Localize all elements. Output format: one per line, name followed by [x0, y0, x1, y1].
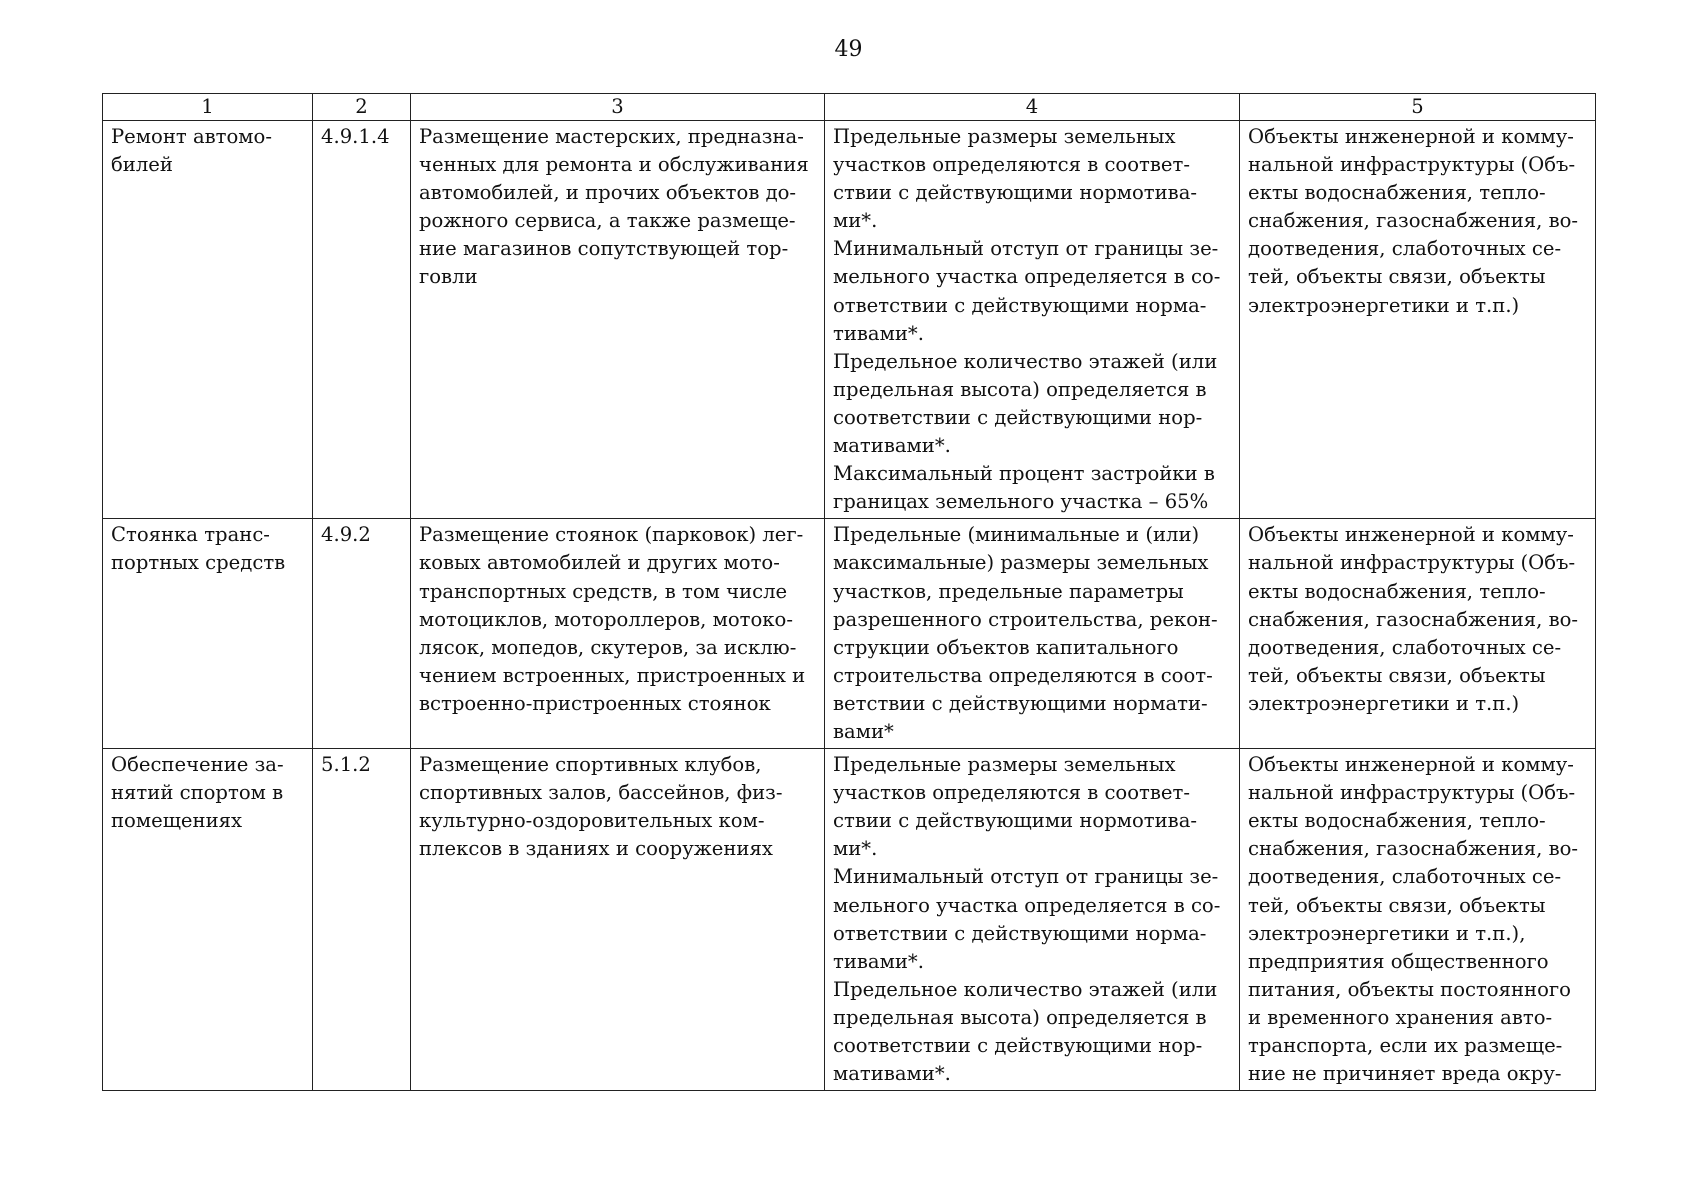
auxiliary-uses: Объекты инженерной и комму- нальной инфраструктуры (Объ- екты водоснабжения, тепло- снабжения, газоснабжения, во- доотведения, слаботочных се- тей, объекты связи, объекты электроэнергетики и т.п.), предприятия общественного питания, объекты постоянного и временного хранения авто- транспорта, если их размеще- ние не причиняет вреда окру-: [1240, 749, 1596, 1091]
column-header-3: 3: [411, 94, 825, 121]
limit-parameters: Предельные размеры земельных участков определяются в соответ- ствии с действующими нормотива- ми*. Минимальный отступ от границы зе- мельного участка определяется в со- ответствии с действующими норма- тивами*. Предельное количество этажей (или предельная высота) определяется в соответствии с действующими нор- мативами*. Максимальный процент застройки в границах земельного участка – 65%: [825, 121, 1240, 519]
table-body: [103, 121, 1596, 1091]
column-header-1: 1: [103, 94, 313, 121]
column-header-2: 2: [313, 94, 411, 121]
use-type-code: 5.1.2: [313, 749, 411, 1091]
use-type-description: Размещение мастерских, предназна- ченных для ремонта и обслуживания автомобилей, и прочих объектов до- рожного сервиса, а также размеще- ние магазинов сопутствующей тор- говли: [411, 121, 825, 519]
column-header-4: 4: [825, 94, 1240, 121]
auxiliary-uses: Объекты инженерной и комму- нальной инфраструктуры (Объ- екты водоснабжения, тепло- снабжения, газоснабжения, во- доотведения, слаботочных се- тей, объекты связи, объекты электроэнергетики и т.п.): [1240, 121, 1596, 519]
table-row: [103, 121, 1596, 519]
use-type-code: 4.9.2: [313, 519, 411, 749]
table-row: [103, 519, 1596, 749]
regulations-table: [102, 93, 1596, 1091]
column-header-5: 5: [1240, 94, 1596, 121]
use-type-description: Размещение спортивных клубов, спортивных залов, бассейнов, физ- культурно-оздоровительных ком- плексов в зданиях и сооружениях: [411, 749, 825, 1091]
use-type-name: Стоянка транс- портных средств: [103, 519, 313, 749]
table-header: [103, 94, 1596, 121]
use-type-code: 4.9.1.4: [313, 121, 411, 519]
table-row: [103, 749, 1596, 1091]
page-number: 49: [834, 37, 863, 62]
use-type-name: Обеспечение за- нятий спортом в помещениях: [103, 749, 313, 1091]
limit-parameters: Предельные (минимальные и (или) максимальные) размеры земельных участков, предельные параметры разрешенного строительства, рекон- струкции объектов капитального строительства определяются в соот- ветствии с действующими нормати- вами*: [825, 519, 1240, 749]
auxiliary-uses: Объекты инженерной и комму- нальной инфраструктуры (Объ- екты водоснабжения, тепло- снабжения, газоснабжения, во- доотведения, слаботочных се- тей, объекты связи, объекты электроэнергетики и т.п.): [1240, 519, 1596, 749]
use-type-name: Ремонт автомо- билей: [103, 121, 313, 519]
header-row: [103, 94, 1596, 121]
use-type-description: Размещение стоянок (парковок) лег- ковых автомобилей и других мото- транспортных средств, в том числе мотоциклов, мотороллеров, мотоко- лясок, мопедов, скутеров, за исклю- чением встроенных, пристроенных и встроенно-пристроенных стоянок: [411, 519, 825, 749]
limit-parameters: Предельные размеры земельных участков определяются в соответ- ствии с действующими нормотива- ми*. Минимальный отступ от границы зе- мельного участка определяется в со- ответствии с действующими норма- тивами*. Предельное количество этажей (или предельная высота) определяется в соответствии с действующими нор- мативами*.: [825, 749, 1240, 1091]
